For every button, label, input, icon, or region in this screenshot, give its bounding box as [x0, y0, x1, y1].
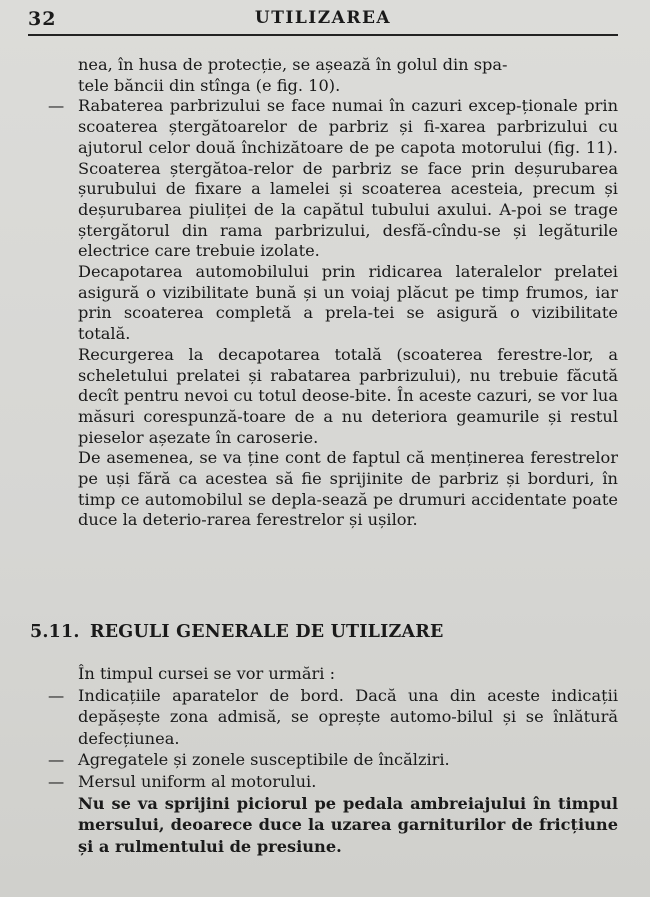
dash-marker: — [48, 771, 65, 791]
closing-paragraph: Nu se va sprijini piciorul pe pedala ambreiajului în timpul mersului, deoarece duce la uzarea garniturilor de fricțiune și a rulmentului de presiune. [78, 793, 618, 856]
paragraph: Recurgerea la decapotarea totală (scoaterea ferestre-lor, a scheletului prelatei și rabatarea parbrizului), nu trebuie făcută decît pentru nevoi cu totul deose-bite. În aceste cazuri, se vor lua măsuri corespunză-toare de a nu deteriora geamurile și restul pieselor așezate în caroserie. [78, 344, 618, 447]
list-item-text: Mersul uniform al motorului. [78, 771, 317, 791]
page-number: 32 [28, 8, 57, 30]
list-item-text: Agregatele și zonele susceptibile de încălziri. [78, 750, 450, 770]
continuation-line-2: tele băncii din stînga (e fig. 10). [78, 75, 341, 95]
paragraph: Decapotarea automobilului prin ridicarea lateralelor prelatei asigură o vizibilitate bună și un voiaj plăcut pe timp frumos, iar prin scoaterea completă a prela-tei se asigură o vizibilitate totală. [78, 262, 618, 344]
section-title: REGULI GENERALE DE UTILIZARE [90, 622, 444, 642]
running-title: UTILIZAREA [254, 8, 392, 28]
section-intro: În timpul cursei se vor urmări : [78, 664, 336, 683]
page-header [28, 6, 618, 36]
dash-marker: — [48, 96, 65, 116]
list-item-text: Indicațiile aparatelor de bord. Dacă una din aceste indicații depășește zona admisă, se oprește automo-bilul și se înlătură defecțiunea. [78, 685, 618, 748]
paragraph: De asemenea, se va ține cont de faptul că menținerea ferestrelor pe uși fără ca acestea să fie sprijinite de parbriz și borduri, în timp ce automobilul se depla-sează pe drumuri accidentate poate duce la deterio-rarea ferestrelor și ușilor. [78, 448, 618, 530]
dash-marker: — [48, 685, 65, 705]
list-item [48, 685, 618, 750]
dash-marker: — [48, 750, 65, 770]
section-body [48, 663, 618, 857]
dash-paragraph-text: Rabaterea parbrizului se face numai în cazuri excep-ționale prin scoaterea ștergătoarelor de parbriz și fi-xarea parbrizului cu ajutorul celor două închizătoare de pe capota motorului (fig. 11). Scoaterea ștergătoa-relor de parbriz se face prin deșurubarea șurubului de fixare a lamelei și scoaterea acesteia, precum și deșurubarea piuliței de la capătul tubului axului. A-poi se trage ștergătorul din rama parbrizului, desfă-cîndu-se și legăturile electrice care trebuie izolate. [78, 96, 618, 261]
list-item [48, 749, 618, 771]
continuation-line-1: nea, în husa de protecție, se așează în golul din spa- [78, 55, 508, 74]
list-item [48, 771, 618, 793]
dash-paragraph [48, 96, 618, 262]
section-number: 5.11. [30, 622, 80, 642]
section-heading [30, 622, 620, 642]
body-text [48, 55, 618, 531]
